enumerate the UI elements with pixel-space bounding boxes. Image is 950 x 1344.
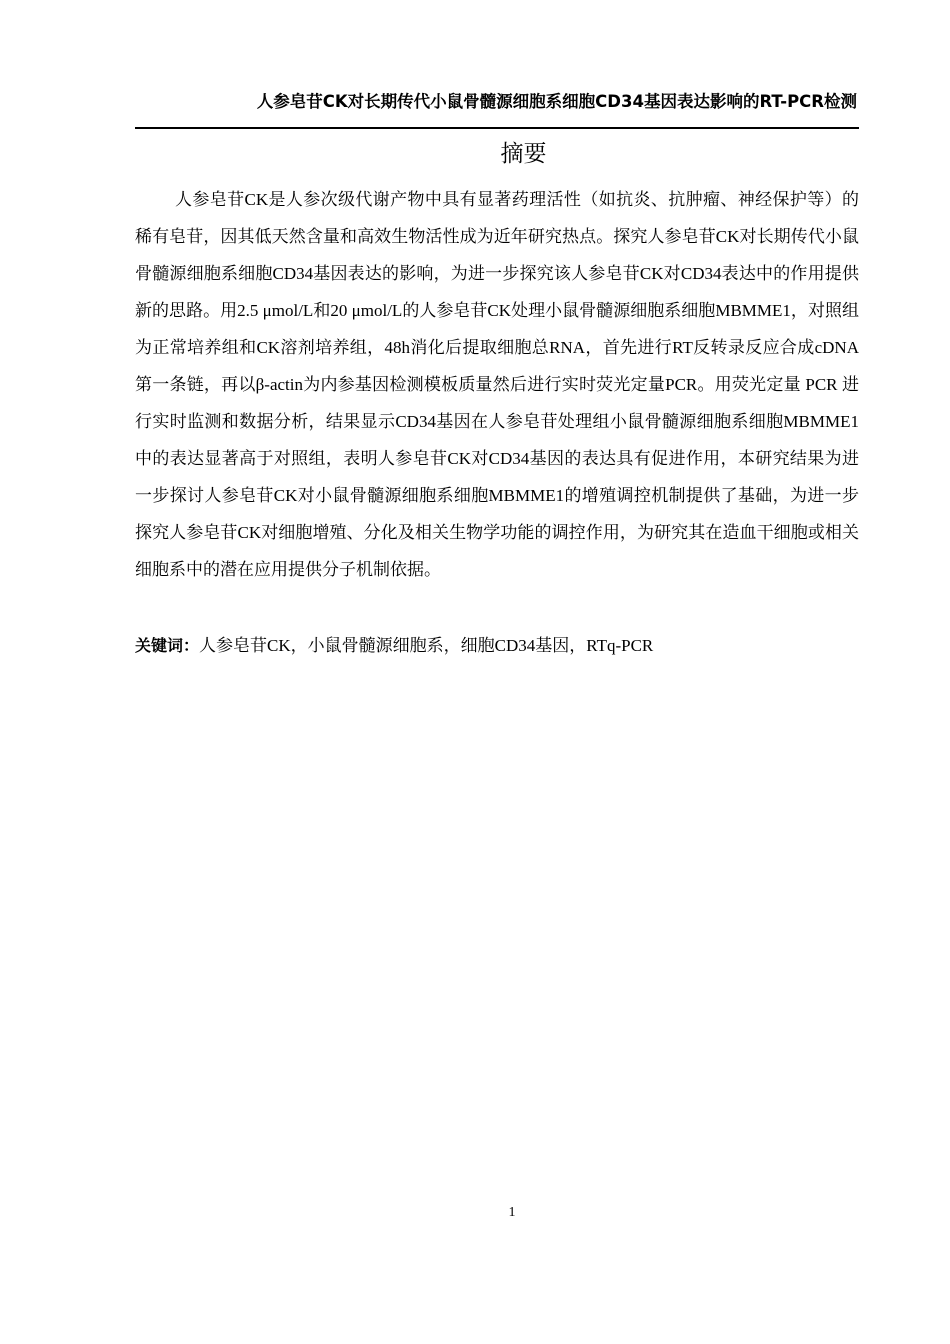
abstract-body: 人参皂苷CK是人参次级代谢产物中具有显著药理活性（如抗炎、抗肿瘤、神经保护等）的稀有皂苷，因其低天然含量和高效生物活性成为近年研究热点。探究人参皂苷CK对长期传代小鼠骨髓源细胞系细胞CD34基因表达的影响，为进一步探究该人参皂苷CK对CD34表达中的作用提供新的思路。用2.5 μmol/L和20 μmol/L的人参皂苷CK处理小鼠骨髓源细胞系细胞MBMME1，对照组为正常培养组和CK溶剂培养组，48h消化后提取细胞总RNA，首先进行RT反转录反应合成cDNA第一条链，再以β-actin为内参基因检测模板质量然后进行实时荧光定量PCR。用荧光定量 PCR 进行实时监测和数据分析，结果显示CD34基因在人参皂苷处理组小鼠骨髓源细胞系细胞MBMME1中的表达显著高于对照组，表明人参皂苷CK对CD34基因的表达具有促进作用，本研究结果为进一步探讨人参皂苷CK对小鼠骨髓源细胞系细胞MBMME1的增殖调控机制提供了基础，为进一步探究人参皂苷CK对细胞增殖、分化及相关生物学功能的调控作用，为研究其在造血干细胞或相关细胞系中的潜在应用提供分子机制依据。: [135, 190, 859, 579]
running-header-title: 人参皂苷CK对长期传代小鼠骨髓源细胞系细胞CD34基因表达影响的RT-PCR检测: [256, 92, 857, 111]
keywords-label: 关键词：: [135, 636, 200, 655]
keywords-line: [135, 627, 859, 664]
header-divider: [135, 127, 859, 129]
page-number: 1: [508, 1205, 516, 1220]
abstract-heading: 摘要: [500, 141, 547, 167]
keywords-text: 人参皂苷CK，小鼠骨髓源细胞系，细胞CD34基因，RTq-PCR: [199, 636, 654, 655]
